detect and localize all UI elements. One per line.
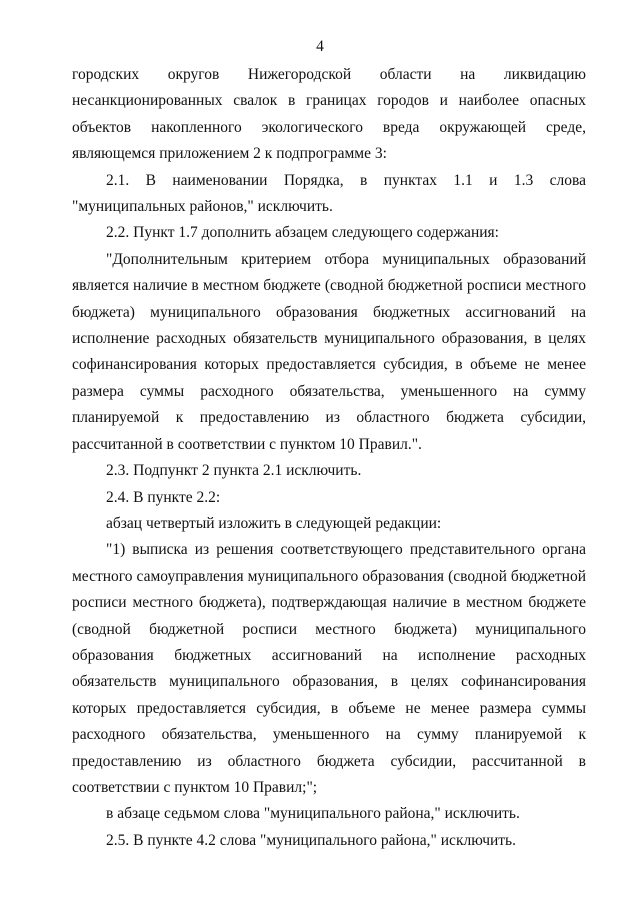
paragraph-2-2: 2.2. Пункт 1.7 дополнить абзацем следующего содержания:	[106, 224, 499, 242]
paragraph-extract-quote: "1) выписка из решения соответствующего представительного органа местного самоуправления муниципального образования (сводной бюджетной росписи местного бюджета), подтверждающая наличие в местном бюджете (сводной бюджетной росписи местного бюджета) муниципального образования бюджетных ассигнований на исполнение расходных обязательств муниципального образования, в целях софинансирования которых предоставляется субсидия, в объеме не менее размера суммы расходного обязательства, уменьшенного на сумму планируемой к предоставлению из областного бюджета субсидии, рассчитанной в соответствии с пунктом 10 Правил;";	[72, 541, 586, 796]
paragraph-seventh-abzats: в абзаце седьмом слова "муниципального района," исключить.	[106, 805, 520, 823]
paragraph-criterion-quote: "Дополнительным критерием отбора муниципальных образований является наличие в местном бюджете (сводной бюджетной росписи местного бюджета) муниципального образования бюджетных ассигнований на исполнение расходных обязательств муниципального образования, в целях софинансирования которых предоставляется субсидия, в объеме не менее размера суммы расходного обязательства, уменьшенного на сумму планируемой к предоставлению из областного бюджета субсидии, рассчитанной в соответствии с пунктом 10 Правил.".	[72, 250, 586, 453]
page-number: 4	[316, 38, 324, 55]
paragraph-2-3: 2.3. Подпункт 2 пункта 2.1 исключить.	[106, 462, 362, 480]
paragraph-intro: городских округов Нижегородской области на ликвидацию несанкционированных свалок в границах городов и наиболее опасных объектов накопленного экологического вреда окружающей среде, являющемся приложением 2 к подпрограмме 3:	[72, 66, 586, 163]
paragraph-2-1: 2.1. В наименовании Порядка, в пунктах 1.1 и 1.3 слова "муниципальных районов," исключить.	[72, 171, 586, 216]
paragraph-2-5: 2.5. В пункте 4.2 слова "муниципального района," исключить.	[106, 831, 517, 849]
document-body	[72, 62, 586, 854]
paragraph-2-4: 2.4. В пункте 2.2:	[106, 488, 221, 506]
paragraph-fourth-abzats: абзац четвертый изложить в следующей редакции:	[106, 514, 442, 532]
